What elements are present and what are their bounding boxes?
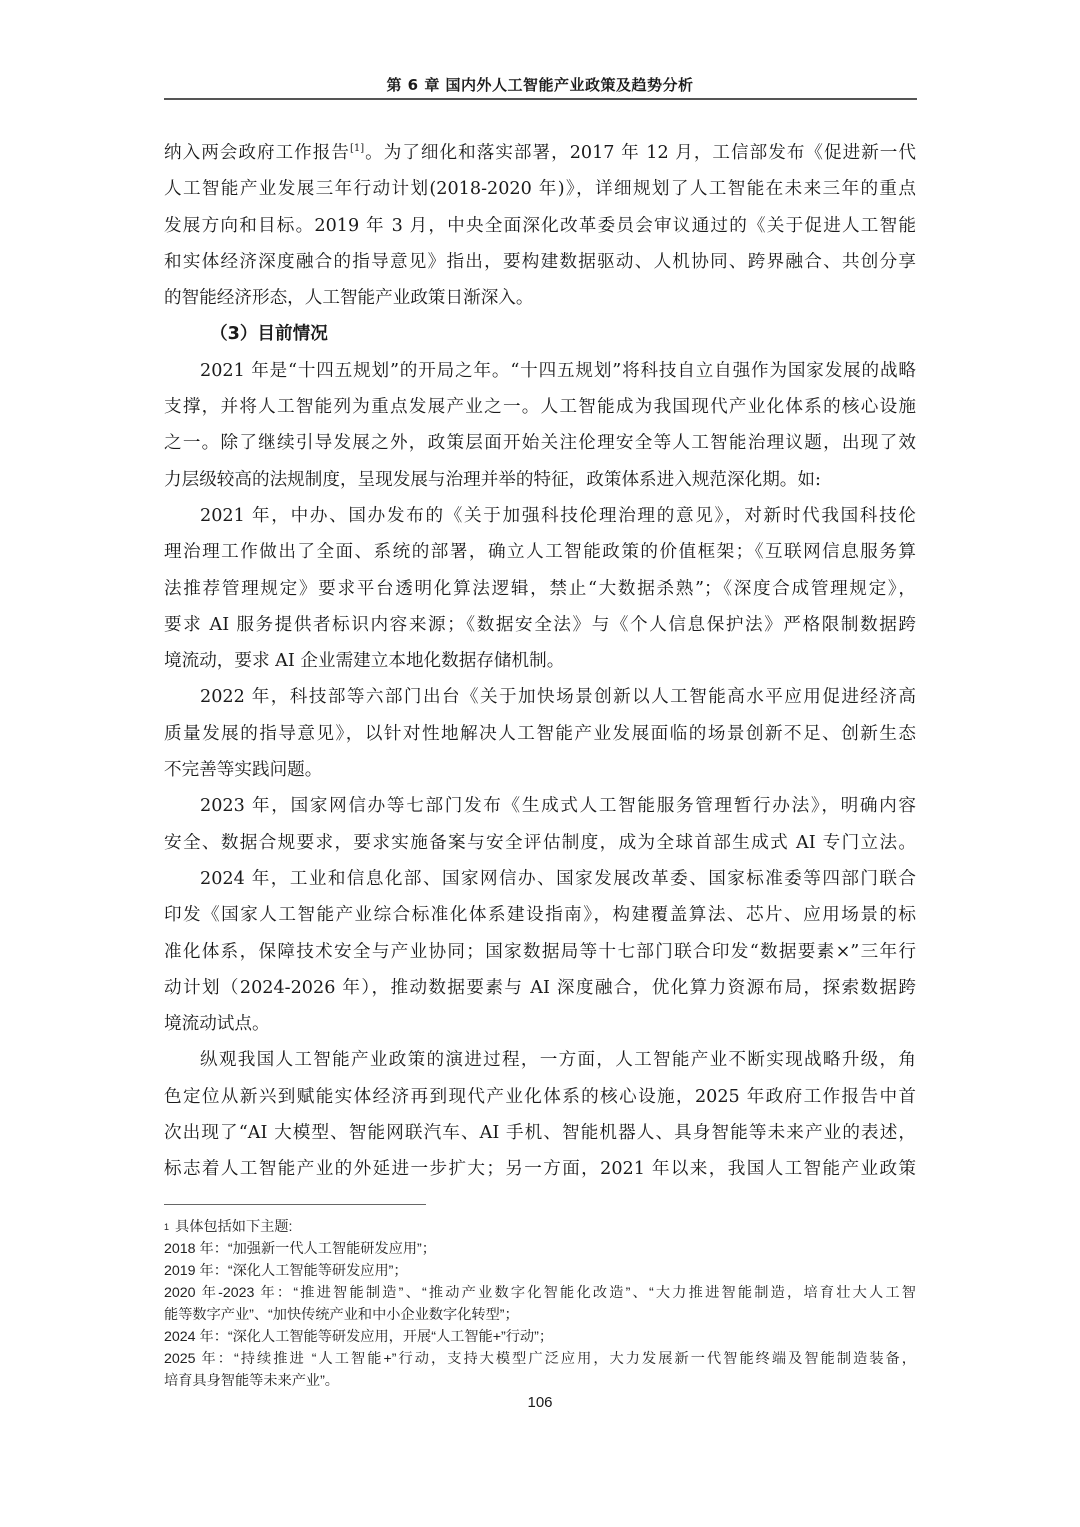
text-line: 力层级较高的法规制度，呈现发展与治理并举的特征，政策体系进入规范深化期。如: (164, 469, 821, 490)
footnote-text: 培育具身智能等未来产业”。 (164, 1373, 339, 1389)
footnote-line (164, 1282, 916, 1304)
text-line: 不完善等实践问题。 (164, 760, 323, 781)
text-line: 发展方向和目标。2019 年 3 月，中央全面深化改革委员会审议通过的《关于促进人工智能 (164, 215, 916, 236)
footnote-text: 2024 年：“深化人工智能等研发应用，开展“人工智能+”行动”； (164, 1329, 554, 1345)
section-heading (164, 316, 916, 352)
footnote-line (164, 1238, 916, 1260)
text-line: 质量发展的指导意见》，以针对性地解决人工智能产业发展面临的场景创新不足、创新生态 (164, 723, 916, 744)
text-line: 境流动试点。 (164, 1014, 270, 1035)
footnote-text: 具体包括如下主题: (175, 1219, 293, 1235)
text-line: 2021 年是“十四五规划”的开局之年。“十四五规划”将科技自立自强作为国家发展的战略 (200, 360, 916, 381)
text-line: 的智能经济形态，人工智能产业政策日渐深入。 (164, 288, 534, 309)
footnote-line (164, 1348, 916, 1370)
paragraph (164, 679, 916, 788)
footnote-text: 2020 年-2023 年：“推进智能制造”、“推动产业数字化智能化改造”、“大力推进智能制造，培育壮大人工智 (164, 1285, 916, 1301)
text-line: 法推荐管理规定》要求平台透明化算法逻辑，禁止“大数据杀熟”；《深度合成管理规定》， (164, 578, 916, 599)
footnote-line (164, 1326, 916, 1348)
heading-line: （3）目前情况 (210, 324, 328, 345)
paragraph (164, 861, 916, 1042)
text-line: 之一。除了继续引导发展之外，政策层面开始关注伦理安全等人工智能治理议题，出现了效 (164, 433, 916, 454)
footnote-line (164, 1216, 916, 1238)
text-line: 人工智能产业发展三年行动计划(2018-2020 年)》，详细规划了人工智能在未来三年的重点 (164, 179, 916, 200)
text-line: 色定位从新兴到赋能实体经济再到现代产业化体系的核心设施，2025 年政府工作报告中首 (164, 1086, 916, 1107)
text-segment: 。为了细化和落实部署，2017 年 12 月，工信部发布《促进新一代 (364, 143, 916, 163)
paragraph (164, 353, 916, 498)
text-line: 纵观我国人工智能产业政策的演进过程，一方面，人工智能产业不断实现战略升级，角 (200, 1050, 916, 1071)
text-line: 动计划（2024-2026 年），推动数据要素与 AI 深度融合，优化算力资源布局，探索数据跨 (164, 977, 916, 998)
text-line: 2023 年，国家网信办等七部门发布《生成式人工智能服务管理暂行办法》，明确内容 (200, 796, 916, 817)
footnote-text: 2025 年：“持续推进 “人工智能+”行动，支持大模型广泛应用，大力发展新一代智能终端及智能制造装备， (164, 1351, 916, 1367)
footnote-divider (164, 1204, 426, 1205)
text-line: 2022 年，科技部等六部门出台《关于加快场景创新以人工智能高水平应用促进经济高 (200, 687, 916, 708)
text-line: 次出现了“AI 大模型、智能网联汽车、AI 手机、智能机器人、具身智能等未来产业的表述， (164, 1123, 916, 1144)
footnote-line (164, 1370, 916, 1392)
header-divider (164, 98, 917, 100)
page-number: 106 (527, 1394, 553, 1411)
text-line: 要求 AI 服务提供者标识内容来源；《数据安全法》与《个人信息保护法》严格限制数据跨 (164, 614, 916, 635)
paragraph (164, 498, 916, 679)
footnote-line (164, 1304, 916, 1326)
text-line: 支撑，并将人工智能列为重点发展产业之一。人工智能成为我国现代产业化体系的核心设施 (164, 397, 916, 418)
text-line: 2024 年，工业和信息化部、国家网信办、国家发展改革委、国家标准委等四部门联合 (200, 868, 916, 889)
paragraph (164, 1042, 916, 1187)
paragraph (164, 788, 916, 861)
paragraph (164, 135, 916, 316)
text-line: 境流动，要求 AI 企业需建立本地化数据存储机制。 (164, 651, 565, 672)
footnote-line (164, 1260, 916, 1282)
chapter-header: 第 6 章 国内外人工智能产业政策及趋势分析 (386, 76, 694, 94)
text-line (164, 135, 916, 171)
footnote-marker: 1 (164, 1222, 170, 1232)
text-line: 和实体经济深度融合的指导意见》指出，要构建数据驱动、人机协同、跨界融合、共创分享 (164, 251, 916, 272)
text-line: 2021 年，中办、国办发布的《关于加强科技伦理治理的意见》，对新时代我国科技伦 (200, 505, 916, 526)
text-line: 准化体系，保障技术安全与产业协同；国家数据局等十七部门联合印发“数据要素×”三年行 (164, 941, 916, 962)
footnote-text: 2019 年：“深化人工智能等研发应用”； (164, 1263, 408, 1279)
footnote-reference: [1] (349, 143, 365, 155)
text-line: 印发《国家人工智能产业综合标准化体系建设指南》，构建覆盖算法、芯片、应用场景的标 (164, 905, 916, 926)
text-segment: 纳入两会政府工作报告 (164, 143, 350, 163)
footnote-text: 能等数字产业”、“加快传统产业和中小企业数字化转型”； (164, 1307, 519, 1323)
body-text (164, 135, 916, 1188)
text-line: 安全、数据合规要求，要求实施备案与安全评估制度，成为全球首部生成式 AI 专门立法。 (164, 832, 916, 853)
footnote-text: 2018 年：“加强新一代人工智能研发应用”； (164, 1241, 436, 1257)
text-line: 理治理工作做出了全面、系统的部署，确立人工智能政策的价值框架；《互联网信息服务算 (164, 542, 916, 563)
footnotes (164, 1216, 916, 1392)
text-line: 标志着人工智能产业的外延进一步扩大；另一方面，2021 年以来，我国人工智能产业政策 (164, 1159, 916, 1180)
